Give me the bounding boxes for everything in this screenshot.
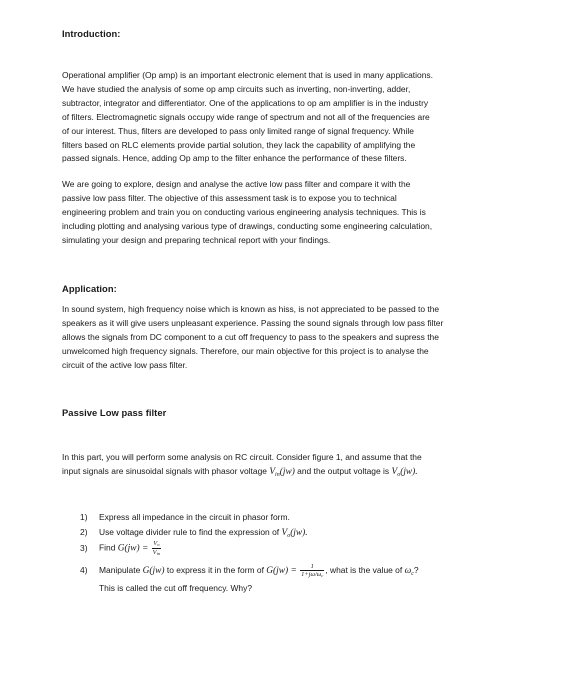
list-text: Express all impedance in the circuit in phasor form. <box>99 512 290 522</box>
text-line: engineering problem and train you on conducting various engineering analysis techniques. This is <box>62 206 426 217</box>
text-line: speakers as it will give users unpleasant experience. Passing the sound signals through low pass filter <box>62 317 444 328</box>
text-line: filters based on RLC elements provide partial solution, they lack the capability of amplifying the <box>62 139 416 150</box>
passive-paragraph <box>62 451 522 483</box>
list-item <box>80 527 308 539</box>
text-line: circuit of the active low pass filter. <box>62 359 188 370</box>
text-line: simulating your design and preparing technical report with your findings. <box>62 234 331 245</box>
application-heading: Application: <box>62 283 117 294</box>
list-number: 4) <box>80 565 88 576</box>
list-text: Use voltage divider rule to find the expression of <box>99 527 282 537</box>
intro-paragraph-1 <box>62 69 522 166</box>
text-line: In this part, you will perform some analysis on RC circuit. Consider figure 1, and assume that the <box>62 452 422 462</box>
text-line: passed signals. Hence, adding Op amp to the filter enhance the performance of these filters. <box>62 153 407 164</box>
list-number: 2) <box>80 527 88 537</box>
vo-over-vin-fraction: $\frac{V_o}{V_{in}}$ <box>152 540 161 556</box>
intro-paragraph-2 <box>62 178 522 248</box>
list-text: , what is the value of <box>325 565 405 576</box>
vo-jw-expression: $V_o(jw)$. <box>281 528 308 539</box>
list-text: Manipulate <box>99 565 143 576</box>
text-line: We are going to explore, design and analyse the active low pass filter and compare it with the <box>62 179 411 189</box>
list-item <box>80 512 290 522</box>
g-jw-symbol: G(jw) <box>142 566 165 577</box>
list-item <box>80 563 419 579</box>
list-text: to express it in the form of <box>164 565 267 576</box>
g-jw-expression: G(jw) = <box>117 543 151 554</box>
vo-symbol: $V_o(jw)$. <box>391 466 418 478</box>
application-paragraph <box>62 303 522 373</box>
cutoff-form-fraction: $\frac{1}{1+j\omega/\omega_c}$ <box>301 563 324 578</box>
text-line: Operational amplifier (Op amp) is an important electronic element that is used in many applications. <box>62 70 433 80</box>
text-line: subtractor, integrator and differentiator. One of the applications to op am amplifier is in the industry <box>62 97 429 108</box>
introduction-heading: Introduction: <box>62 28 121 39</box>
list-item <box>80 540 162 557</box>
text-line: unwelcomed high frequency signals. Therefore, our main objective for this project is to analyse the <box>62 345 429 356</box>
text-line: allows the signals from DC component to a cut off frequency to pass to the speakers and supress the <box>62 331 439 342</box>
list-text: ? <box>413 565 419 576</box>
passive-filter-heading: Passive Low pass filter <box>62 407 167 418</box>
text-line <box>62 465 522 483</box>
text-line: including plotting and analysing various type of drawings, conducting some engineering calculation, <box>62 220 433 231</box>
text-line: of our interest. Thus, filters are developed to pass only limited range of signal frequency. While <box>62 125 414 136</box>
list-number: 3) <box>80 542 88 553</box>
text-line: We have studied the analysis of some op amp circuits such as inverting, non-inverting, adder, <box>62 83 411 94</box>
vin-symbol: $V_{in}(jw)$ <box>269 466 295 478</box>
g-jw-equals: G(jw) = <box>266 566 300 577</box>
list-text: Find <box>99 542 118 553</box>
text-span: and the output voltage is <box>294 465 392 476</box>
text-line: passive low pass filter. The objective of this assessment task is to expose you to technical <box>62 192 397 203</box>
list-number: 1) <box>80 512 88 522</box>
omega-c-symbol: $\omega_c$ <box>404 566 414 578</box>
text-line: of filters. Electromagnetic signals occupy wide range of spectrum and not all of the frequencies are <box>62 111 430 122</box>
text-span: input signals are sinusoidal signals with phasor voltage <box>62 465 270 476</box>
list-item-continuation: This is called the cut off frequency. Why? <box>99 583 253 593</box>
text-line: In sound system, high frequency noise which is known as hiss, is not appreciated to be passed to the <box>62 304 440 314</box>
